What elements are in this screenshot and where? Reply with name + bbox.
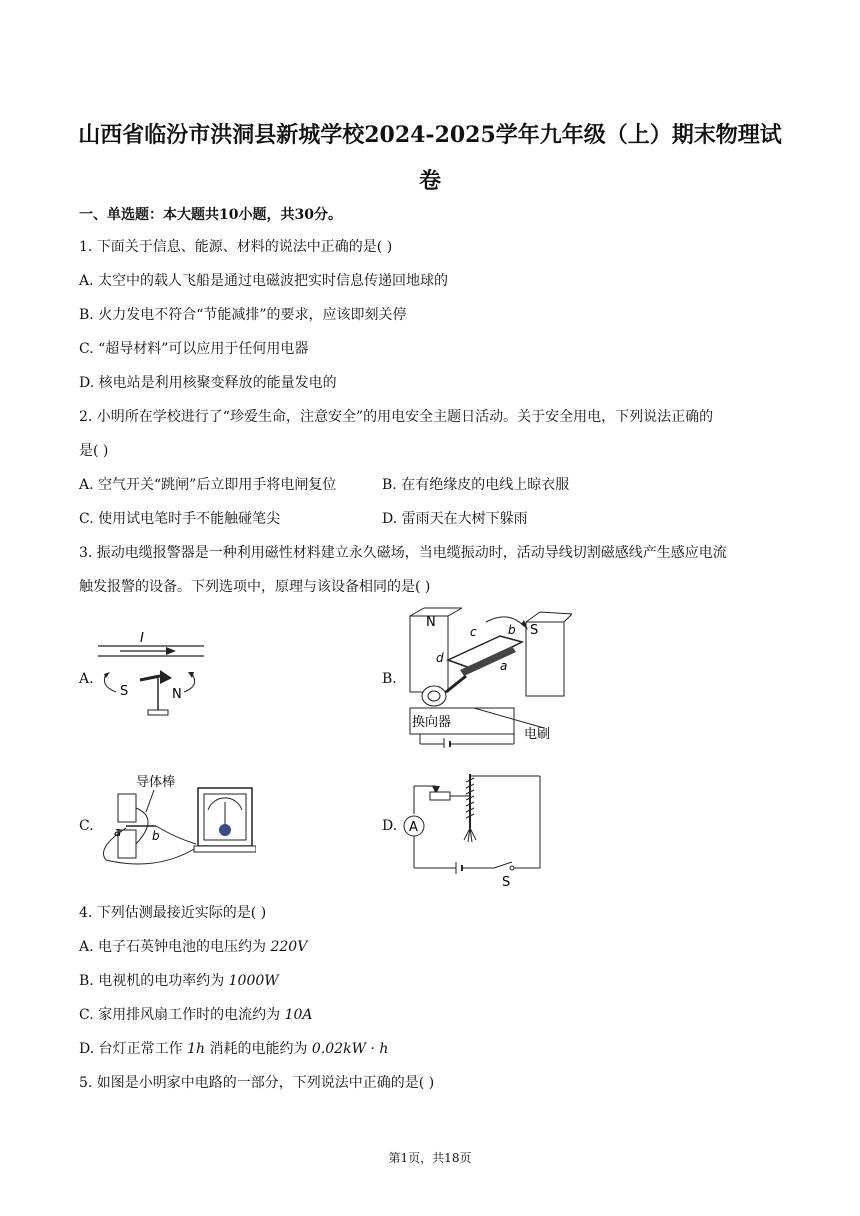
section-heading: 一、单选题：本大题共10小题，共30分。 bbox=[79, 207, 342, 223]
q2-stem-line2: 是( ) bbox=[79, 443, 109, 459]
q3-label-d: D. bbox=[382, 818, 398, 834]
q1-option-d: D. 核电站是利用核聚变释放的能量发电的 bbox=[79, 375, 337, 391]
page-footer: 第1页，共18页 bbox=[388, 1151, 472, 1165]
q4-option-a: A. 电子石英钟电池的电压约为 220V bbox=[79, 939, 308, 955]
q1-stem: 1. 下面关于信息、能源、材料的说法中正确的是( ) bbox=[79, 239, 393, 255]
ammeter-label: A bbox=[409, 820, 418, 835]
south-pole-label: S bbox=[120, 684, 129, 699]
page-title: 山西省临汾市洪洞县新城学校2024-2025学年九年级（上）期末物理试卷 bbox=[78, 122, 782, 194]
conductor-rod-label: 导体棒 bbox=[136, 775, 176, 790]
q3-figure-b bbox=[404, 604, 574, 748]
coil-b-label: b bbox=[508, 623, 516, 637]
current-label: I bbox=[140, 631, 144, 646]
q1-option-a: A. 太空中的载人飞船是通过电磁波把实时信息传递回地球的 bbox=[79, 273, 449, 289]
q3-stem-line1: 3. 振动电缆报警器是一种利用磁性材料建立永久磁场，当电缆振动时，活动导线切割磁感线产生感应电流 bbox=[79, 545, 727, 561]
q4-option-b: B. 电视机的电功率约为 1000W bbox=[79, 973, 279, 989]
q3-stem-line2: 触发报警的设备。下列选项中，原理与该设备相同的是( ) bbox=[79, 579, 431, 595]
q3-figure-c bbox=[96, 768, 256, 872]
q2-stem-line1: 2. 小明所在学校进行了“珍爱生命，注意安全”的用电安全主题日活动。关于安全用电，下列说法正确的 bbox=[79, 409, 714, 425]
q3-label-a: A. bbox=[79, 671, 94, 687]
coil-a-label: a bbox=[500, 659, 508, 673]
q5-stem: 5. 如图是小明家中电路的一部分，下列说法中正确的是( ) bbox=[79, 1075, 435, 1091]
q3-label-c: C. bbox=[79, 818, 94, 834]
q4-option-d: D. 台灯正常工作 1h 消耗的电能约为 0.02kW · h bbox=[79, 1041, 389, 1057]
q3-label-b: B. bbox=[382, 671, 397, 687]
rod-end-a-label: a bbox=[114, 825, 122, 839]
q2-option-c: C. 使用试电笔时手不能触碰笔尖 bbox=[79, 511, 281, 527]
q3-figure-a bbox=[96, 626, 208, 724]
coil-c-label: c bbox=[470, 625, 477, 639]
brush-label: 电刷 bbox=[524, 727, 551, 742]
q1-option-b: B. 火力发电不符合“节能减排”的要求，应该即刻关停 bbox=[79, 307, 407, 323]
q2-option-d: D. 雷雨天在大树下躲雨 bbox=[382, 511, 528, 527]
q2-option-a: A. 空气开关“跳闸”后立即用手将电闸复位 bbox=[79, 477, 337, 493]
q4-stem: 4. 下列估测最接近实际的是( ) bbox=[79, 905, 267, 921]
commutator-label: 换向器 bbox=[412, 715, 452, 730]
magnet-north-label: N bbox=[426, 615, 436, 630]
rod-end-b-label: b bbox=[152, 829, 160, 843]
q3-figure-d bbox=[400, 764, 546, 888]
q1-option-c: C. “超导材料”可以应用于任何用电器 bbox=[79, 341, 309, 357]
north-pole-label: N bbox=[172, 687, 182, 702]
coil-d-label: d bbox=[436, 651, 444, 665]
q2-option-b: B. 在有绝缘皮的电线上晾衣服 bbox=[382, 477, 570, 493]
magnet-south-label: S bbox=[530, 623, 539, 638]
switch-label: S bbox=[502, 875, 511, 888]
q4-option-c: C. 家用排风扇工作时的电流约为 10A bbox=[79, 1007, 313, 1023]
